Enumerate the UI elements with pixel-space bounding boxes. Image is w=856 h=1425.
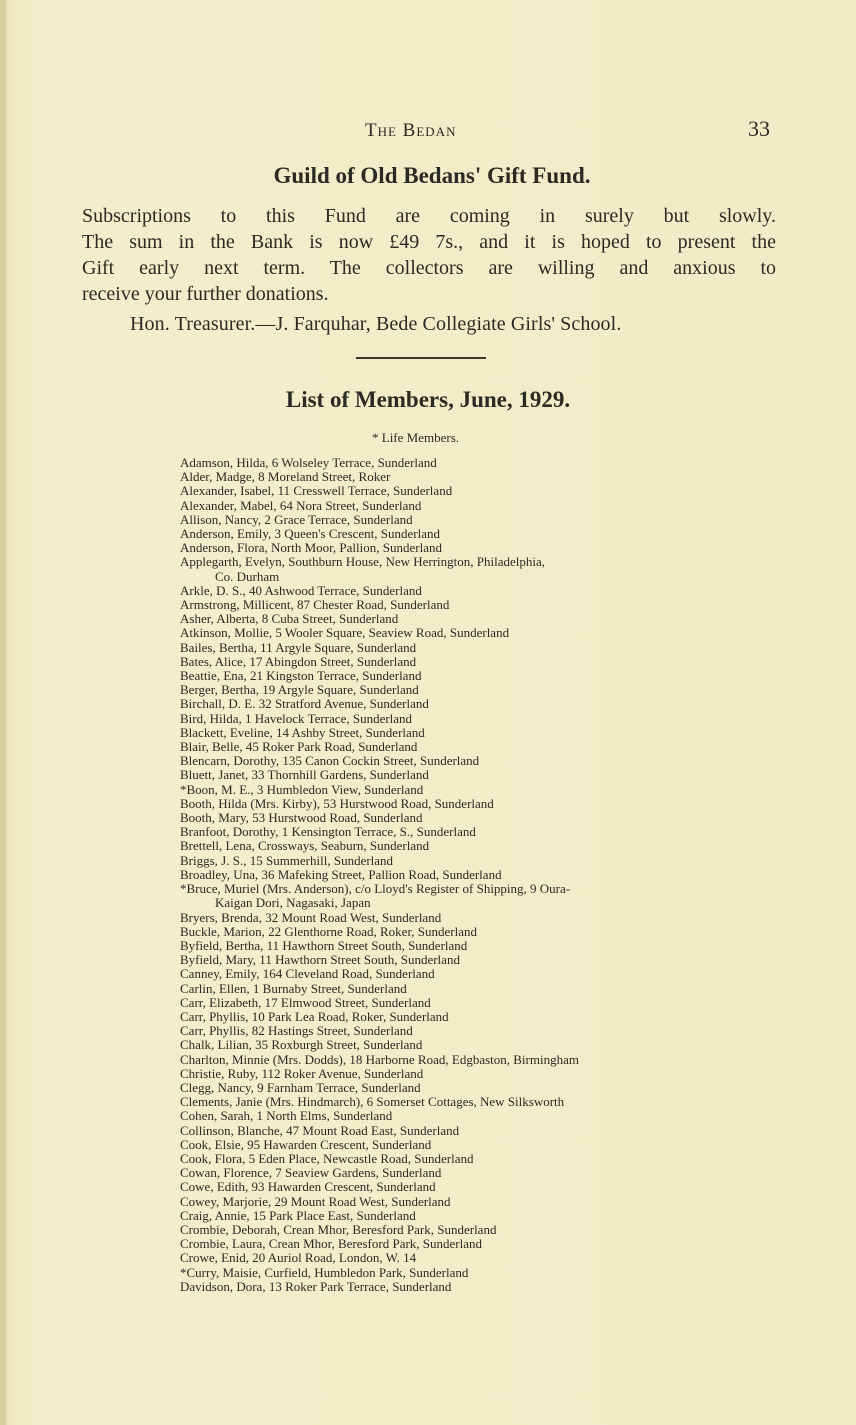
list-item: Cohen, Sarah, 1 North Elms, Sunderland [180,1108,393,1124]
list-item: Birchall, D. E. 32 Stratford Avenue, Sunderland [180,696,429,712]
list-item-continuation: Kaigan Dori, Nagasaki, Japan [215,895,371,911]
list-item: Cowey, Marjorie, 29 Mount Road West, Sunderland [180,1193,451,1209]
list-item: Chalk, Lilian, 35 Roxburgh Street, Sunderland [180,1037,423,1053]
list-item: Cook, Elsie, 95 Hawarden Crescent, Sunderland [180,1136,432,1152]
list-item: Clements, Janie (Mrs. Hindmarch), 6 Somerset Cottages, New Silksworth [180,1094,565,1110]
list-item: Blair, Belle, 45 Roker Park Road, Sunderland [180,739,418,755]
list-item: *Boon, M. E., 3 Humbledon View, Sunderland [180,781,424,797]
list-item: Clegg, Nancy, 9 Farnham Terrace, Sunderland [180,1079,421,1095]
list-item: Cowan, Florence, 7 Seaview Gardens, Sunderland [180,1165,442,1181]
list-item: Cowe, Edith, 93 Hawarden Crescent, Sunderland [180,1179,436,1195]
list-item: Anderson, Flora, North Moor, Pallion, Sunderland [180,540,442,556]
list-item: Craig, Annie, 15 Park Place East, Sunderland [180,1207,416,1223]
list-item: Carr, Phyllis, 10 Park Lea Road, Roker, Sunderland [180,1008,449,1024]
list-item: Carr, Elizabeth, 17 Elmwood Street, Sunderland [180,994,431,1010]
list-item: Bates, Alice, 17 Abingdon Street, Sunderland [180,653,417,669]
list-item: Blencarn, Dorothy, 135 Canon Cockin Street, Sunderland [180,753,480,769]
list-item: Davidson, Dora, 13 Roker Park Terrace, Sunderland [180,1278,452,1294]
list-item: Carr, Phyllis, 82 Hastings Street, Sunderland [180,1023,413,1039]
list-item: Collinson, Blanche, 47 Mount Road East, Sunderland [180,1122,460,1138]
page-binding-edge [0,0,6,1425]
list-item: Byfield, Mary, 11 Hawthorn Street South, Sunderland [180,952,460,968]
list-item: Asher, Alberta, 8 Cuba Street, Sunderland [180,611,399,627]
list-item: Berger, Bertha, 19 Argyle Square, Sunderland [180,682,419,698]
list-item: Booth, Mary, 53 Hurstwood Road, Sunderland [180,810,423,826]
list-item: *Bruce, Muriel (Mrs. Anderson), c/o Lloyd's Register of Shipping, 9 Oura- [180,881,571,897]
list-item: Brettell, Lena, Crossways, Seaburn, Sunderland [180,838,430,854]
list-item: *Curry, Maisie, Curfield, Humbledon Park, Sunderland [180,1264,469,1280]
list-item: Atkinson, Mollie, 5 Wooler Square, Seaview Road, Sunderland [180,625,510,641]
list-item: Canney, Emily, 164 Cleveland Road, Sunderland [180,966,435,982]
members-list [170,456,690,1294]
list-item-continuation: Co. Durham [215,568,280,584]
list-item: Anderson, Emily, 3 Queen's Crescent, Sunderland [180,526,440,542]
list-item: Carlin, Ellen, 1 Burnaby Street, Sunderland [180,980,407,996]
gift-fund-paragraph [82,203,776,307]
life-members-note: * Life Members. [372,430,460,445]
list-item: Allison, Nancy, 2 Grace Terrace, Sunderland [180,511,413,527]
list-item: Cook, Flora, 5 Eden Place, Newcastle Road, Sunderland [180,1150,474,1166]
list-item: Alexander, Isabel, 11 Cresswell Terrace, Sunderland [180,483,453,499]
list-item: Arkle, D. S., 40 Ashwood Terrace, Sunderland [180,582,422,598]
list-item: Broadley, Una, 36 Mafeking Street, Pallion Road, Sunderland [180,866,502,882]
list-item: Armstrong, Millicent, 87 Chester Road, Sunderland [180,597,450,613]
list-item: Buckle, Marion, 22 Glenthorne Road, Roker, Sunderland [180,923,477,939]
treasurer-line: Hon. Treasurer.—J. Farquhar, Bede Collegiate Girls' School. [130,313,622,335]
list-item: Charlton, Minnie (Mrs. Dodds), 18 Harborne Road, Edgbaston, Birmingham [180,1051,579,1067]
list-item: Alexander, Mabel, 64 Nora Street, Sunderland [180,497,422,513]
list-item: Branfoot, Dorothy, 1 Kensington Terrace, S., Sunderland [180,824,476,840]
list-item: Briggs, J. S., 15 Summerhill, Sunderland [180,852,394,868]
running-head: The Bedan [365,120,457,141]
list-item: Bailes, Bertha, 11 Argyle Square, Sunderland [180,639,417,655]
list-item: Beattie, Ena, 21 Kingston Terrace, Sunderland [180,668,422,684]
list-item: Crombie, Deborah, Crean Mhor, Beresford Park, Sunderland [180,1221,497,1237]
list-item: Booth, Hilda (Mrs. Kirby), 53 Hurstwood Road, Sunderland [180,795,494,811]
list-item: Crombie, Laura, Crean Mhor, Beresford Park, Sunderland [180,1236,483,1252]
section-divider [356,357,486,359]
list-item: Applegarth, Evelyn, Southburn House, New Herrington, Philadelphia, [180,554,546,570]
list-item: Blackett, Eveline, 14 Ashby Street, Sunderland [180,724,425,740]
paragraph-line: receive your further donations. [82,283,329,305]
list-item: Alder, Madge, 8 Moreland Street, Roker [180,469,391,485]
list-item: Byfield, Bertha, 11 Hawthorn Street South, Sunderland [180,937,468,953]
list-item: Bluett, Janet, 33 Thornhill Gardens, Sunderland [180,767,429,783]
list-item: Christie, Ruby, 112 Roker Avenue, Sunderland [180,1065,424,1081]
paragraph-line: The sum in the Bank is now £49 7s., and it is hoped to present the [82,231,776,253]
page-number: 33 [748,116,770,141]
list-item: Adamson, Hilda, 6 Wolseley Terrace, Sunderland [180,455,437,470]
list-item: Crowe, Enid, 20 Auriol Road, London, W. 14 [180,1250,417,1266]
list-item: Bird, Hilda, 1 Havelock Terrace, Sunderland [180,710,413,726]
paragraph-line: Subscriptions to this Fund are coming in surely but slowly. [82,205,776,227]
gift-fund-title: Guild of Old Bedans' Gift Fund. [273,163,591,188]
members-list-title: List of Members, June, 1929. [285,387,571,412]
paragraph-line: Gift early next term. The collectors are willing and anxious to [82,257,776,279]
list-item: Bryers, Brenda, 32 Mount Road West, Sunderland [180,909,442,925]
